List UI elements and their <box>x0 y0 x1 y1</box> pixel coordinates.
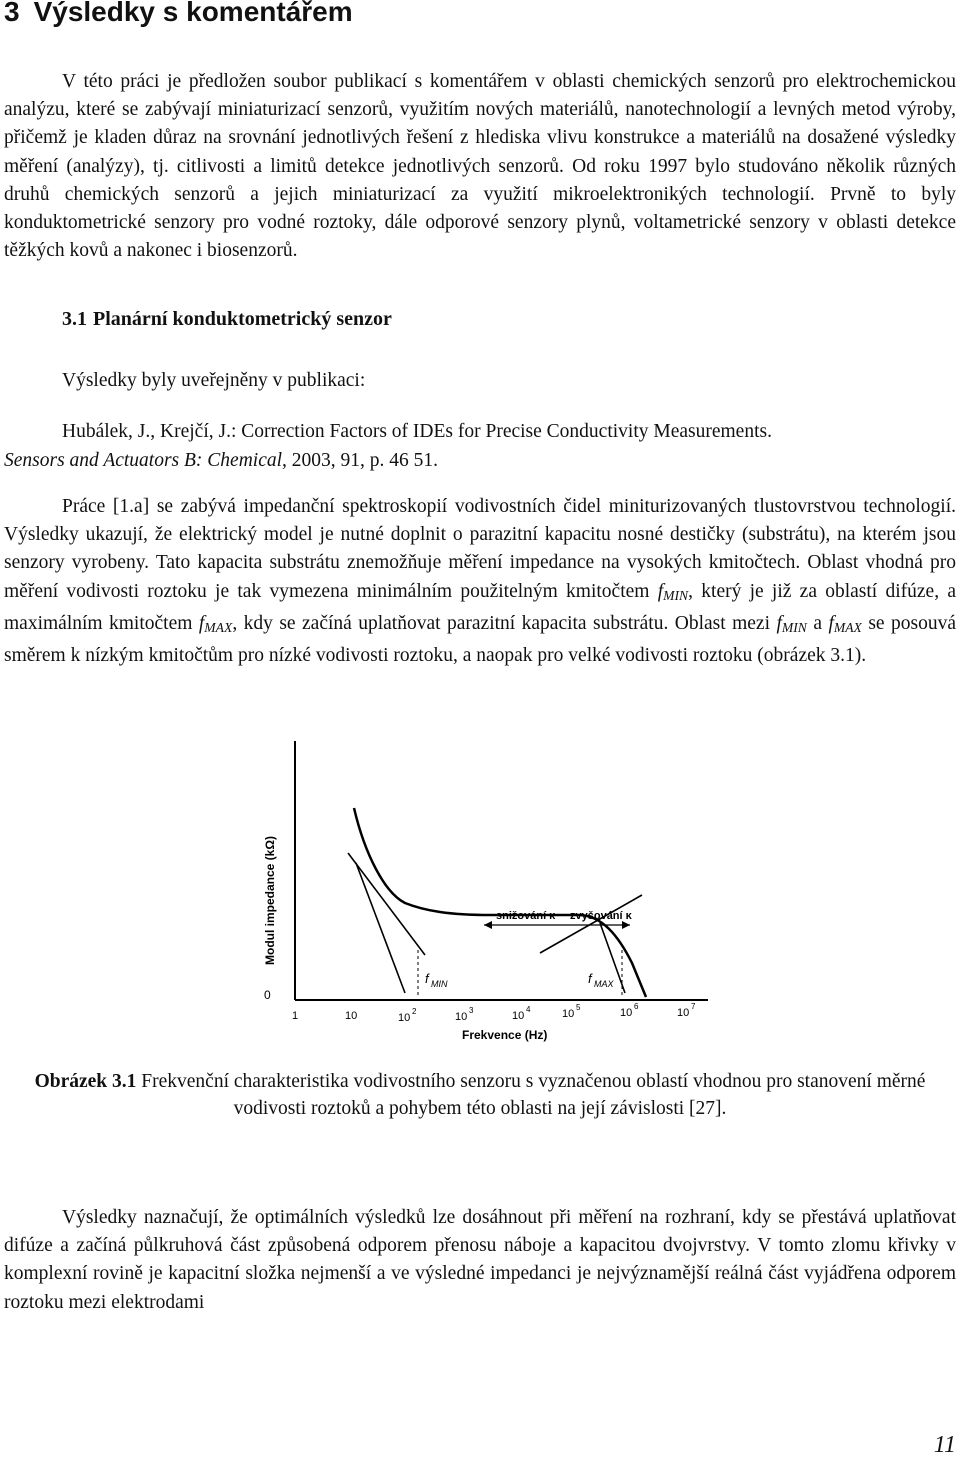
x-axis-label: Frekvence (Hz) <box>462 1028 548 1042</box>
annotation-increasing: zvyšování κ <box>570 910 632 922</box>
fmax-symbol-2: f <box>828 612 834 634</box>
result-paragraph: Výsledky naznačují, že optimálních výsledků lze dosáhnout při měření na rozhraní, kdy se přestává uplatňovat difúze a začíná půlkruhová část způsobená odporem přenosu náboje a kapacitou dvojvrstvy. V tomto zlomu křivky v komplexní rovině je kapacitní složka nejmenší a ve výsledné impedanci je nejvýznamější reálná část vyjádřena odporem roztoku mezi elektrodami <box>4 1207 956 1313</box>
figure-caption <box>14 1068 946 1122</box>
y-zero-label: 0 <box>264 988 271 1002</box>
x-tick-label: 1 <box>292 1010 299 1022</box>
citation-authors-title: Hubálek, J., Krejčí, J.: Correction Factors of IDEs for Precise Conductivity Measurements. <box>62 421 772 442</box>
work-text-1: Práce [1.a] se zabývá impedanční spektroskopií vodivostních čidel miniturizovaných tlustovrstvou technologií. Výsledky ukazují, že elektrický model je nutné doplnit o parazitní kapacitu nosné destičky (substrátu), na kterém jsou senzory vyrobeny. Tato kapacita substrátu znemožňuje měření impedance na vysokých kmitočtech. Oblast vhodná pro měření vodivosti roztoku je tak vymezena minimálním použitelným kmitočtem <box>4 496 956 602</box>
chapter-number: 3 <box>4 0 20 27</box>
section-heading <box>62 308 392 331</box>
x-tick-exponent: 4 <box>526 1005 531 1014</box>
page-number: 11 <box>933 1432 956 1458</box>
caption-label: Obrázek 3.1 <box>34 1071 137 1092</box>
published-in-text: Výsledky byly uveřejněny v publikaci: <box>62 370 366 391</box>
impedance-figure <box>250 735 710 1050</box>
fmax-label: f <box>588 971 592 986</box>
citation <box>4 418 956 475</box>
work-text-3: , kdy se začíná uplatňovat parazitní kapacita substrátu. Oblast mezi <box>232 612 777 634</box>
work-text-5: se posouvá směrem k nízkým kmitočtům pro nízké vodivosti roztoku, a naopak pro velké vodivosti roztoku (obrázek 3.1). <box>4 612 957 667</box>
section-number: 3.1 <box>62 308 87 330</box>
work-text-2: , který je již za oblastí difúze, a maximálním kmitočtem <box>4 580 956 634</box>
section-title: Planární konduktometrický senzor <box>93 308 392 330</box>
x-tick-label: 10 <box>620 1007 633 1019</box>
x-ticks <box>292 1002 696 1024</box>
fmax-label-sub: MAX <box>594 979 614 989</box>
fmin-subscript-2: MIN <box>781 619 807 635</box>
fmax-subscript: MAX <box>204 619 233 635</box>
chapter-heading <box>4 0 353 28</box>
fmin-label-sub: MIN <box>431 979 448 989</box>
fmin-subscript: MIN <box>663 587 689 603</box>
fmax-subscript-2: MAX <box>833 619 862 635</box>
x-tick-exponent: 7 <box>691 1002 696 1011</box>
fmin-symbol-2: f <box>776 612 782 634</box>
arrow-head-right <box>622 921 630 929</box>
work-text-4: a <box>806 612 829 634</box>
y-axis-label: Modul impedance (kΩ) <box>263 836 277 965</box>
caption-text: Frekvenční charakteristika vodivostního senzoru s vyznačenou oblastí vhodnou pro stanovení měrné vodivosti roztoků a pohybem této oblasti na její závislosti [27]. <box>136 1071 926 1119</box>
citation-details: 2003, 91, p. 46 51. <box>286 449 439 471</box>
arrow-head-left <box>484 921 492 929</box>
work-paragraph <box>4 493 956 670</box>
x-tick-exponent: 5 <box>576 1003 581 1012</box>
x-tick-label: 10 <box>398 1012 411 1024</box>
x-tick-label: 10 <box>455 1011 468 1023</box>
impedance-curve <box>354 808 646 997</box>
diffusion-line <box>356 863 405 993</box>
annotation-decreasing: snižování κ <box>496 910 556 922</box>
citation-journal: Sensors and Actuators B: Chemical, <box>4 449 287 471</box>
x-tick-label: 10 <box>562 1008 575 1020</box>
chapter-title: Výsledky s komentářem <box>33 0 353 27</box>
x-tick-exponent: 6 <box>634 1002 639 1011</box>
fmax-symbol: f <box>198 612 205 634</box>
fmin-symbol: f <box>657 580 664 602</box>
x-tick-label: 10 <box>677 1007 690 1019</box>
intro-paragraph: V této práci je předložen soubor publikací s komentářem v oblasti chemických senzorů pro elektrochemickou analýzu, které se zabývají miniaturizací senzorů, využitím nových materiálů, nanotechnologií a levných metod výroby, přičemž je kladen důraz na srovnání jednotlivých řešení z hlediska vlivu konstrukce a materiálů na dosažené výsledky měření (analýzy), tj. citlivosti a limitů detekce jednotlivých senzorů. Od roku 1997 bylo studováno několik různých druhů chemických senzorů a jejich miniaturizací za využití mikroelektronikých technologií. Prvně to byly konduktometrické senzory pro vodné roztoky, dále odporové senzory plynů, voltametrické senzory v oblasti detekce těžkých kovů a nakonec i biosenzorů. <box>4 71 956 262</box>
x-tick-exponent: 2 <box>412 1007 417 1016</box>
x-tick-exponent: 3 <box>469 1006 474 1015</box>
x-tick-label: 10 <box>512 1010 525 1022</box>
low-conductivity-line <box>348 853 425 955</box>
fmin-label: f <box>425 971 429 986</box>
x-tick-label: 10 <box>345 1010 358 1022</box>
